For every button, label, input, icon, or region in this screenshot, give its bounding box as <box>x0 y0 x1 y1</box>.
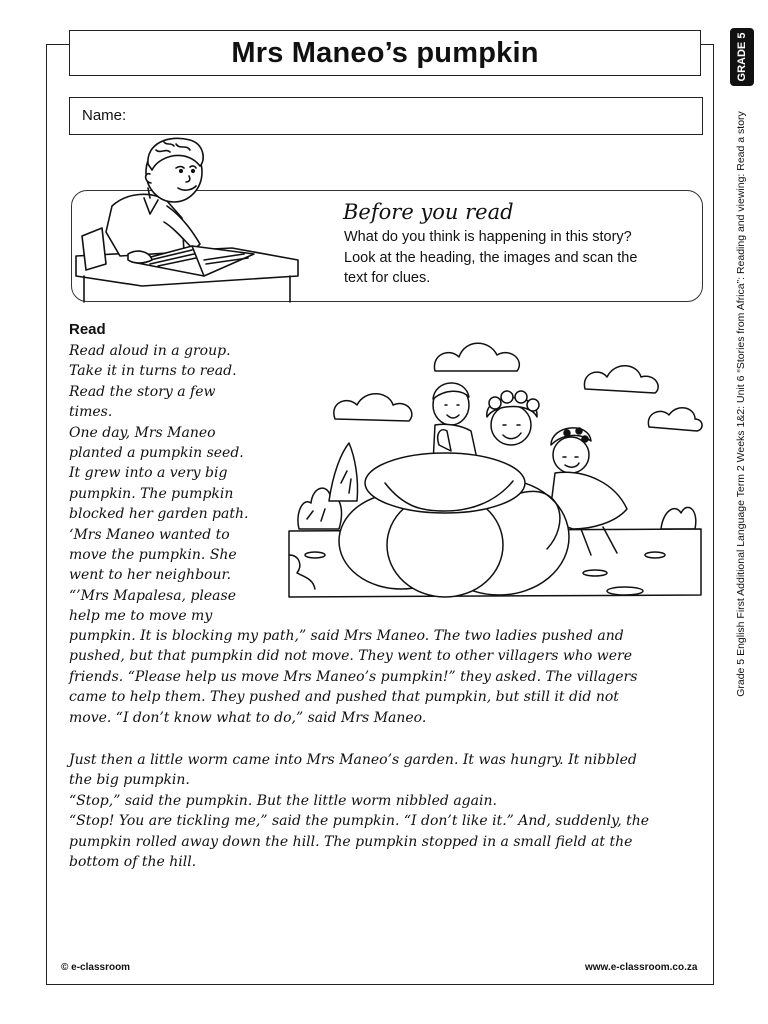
before-you-read-text <box>344 227 694 289</box>
story-line: planted a pumpkin seed. <box>69 445 244 462</box>
story-paragraph-1 <box>69 626 713 728</box>
text-line: What do you think is happening in this story? <box>344 229 632 245</box>
story-line: “Stop! You are tickling me,” said the pumpkin. “I don’t like it.” And, suddenly, the <box>69 813 650 830</box>
read-heading: Read <box>69 321 106 338</box>
footer-website[interactable]: www.e-classroom.co.za <box>585 962 698 973</box>
story-line: bottom of the hill. <box>69 854 197 871</box>
story-line: It grew into a very big <box>69 465 228 482</box>
grade-label: GRADE 5 <box>736 32 748 82</box>
name-field[interactable] <box>69 97 703 135</box>
story-line: went to her neighbour. <box>69 567 232 584</box>
cloud <box>648 408 702 431</box>
before-you-read-heading: Before you read <box>343 200 514 224</box>
cloud <box>334 394 412 421</box>
story-line: times. <box>69 404 113 421</box>
story-line: ‘Mrs Maneo wanted to <box>69 526 230 543</box>
story-paragraph-2 <box>69 750 713 872</box>
name-label: Name: <box>82 107 127 124</box>
story-line: “Stop,” said the pumpkin. But the little worm nibbled again. <box>69 792 497 809</box>
read-section <box>69 320 284 627</box>
story-line: help me to move my <box>69 608 213 625</box>
cloud <box>434 343 519 371</box>
story-line: One day, Mrs Maneo <box>69 424 216 441</box>
boy-reading-illustration <box>72 136 302 308</box>
story-line: came to help them. They pushed and pushed that pumpkin, but still it did not <box>69 689 619 706</box>
text-line: Look at the heading, the images and scan the <box>344 249 638 266</box>
pumpkin-illustration <box>285 333 705 603</box>
story-line: Take it in turns to read. <box>69 363 237 380</box>
story-line: pumpkin. The pumpkin <box>69 485 234 502</box>
story-line: pushed, but that pumpkin did not move. They went to other villagers who were <box>69 648 633 665</box>
cloud <box>584 366 658 393</box>
side-caption: Grade 5 English First Additional Language Term 2 Weeks 1&2: Unit 6 “Stories from Africa”: Reading and viewing: Read a story <box>735 111 747 697</box>
story-line: Read the story a few <box>69 383 216 400</box>
story-line: “’Mrs Mapalesa, please <box>69 587 236 604</box>
story-line: pumpkin rolled away down the hill. The pumpkin stopped in a small field at the <box>69 833 633 850</box>
text-line: text for clues. <box>344 270 431 286</box>
story-line: move the pumpkin. She <box>69 547 237 564</box>
story-line: the big pumpkin. <box>69 772 190 789</box>
story-line: move. “I don’t know what to do,” said Mrs Maneo. <box>69 709 427 726</box>
story-line: blocked her garden path. <box>69 506 249 523</box>
story-line: Read aloud in a group. <box>69 343 231 359</box>
page-title: Mrs Maneo’s pumpkin <box>69 30 701 76</box>
footer-copyright: © e-classroom <box>61 962 131 973</box>
story-line: pumpkin. It is blocking my path,” said Mrs Maneo. The two ladies pushed and <box>69 628 624 644</box>
story-line: friends. “Please help us move Mrs Maneo’s pumpkin!” they asked. The villagers <box>69 668 638 685</box>
story-line: Just then a little worm came into Mrs Maneo’s garden. It was hungry. It nibbled <box>69 752 637 768</box>
